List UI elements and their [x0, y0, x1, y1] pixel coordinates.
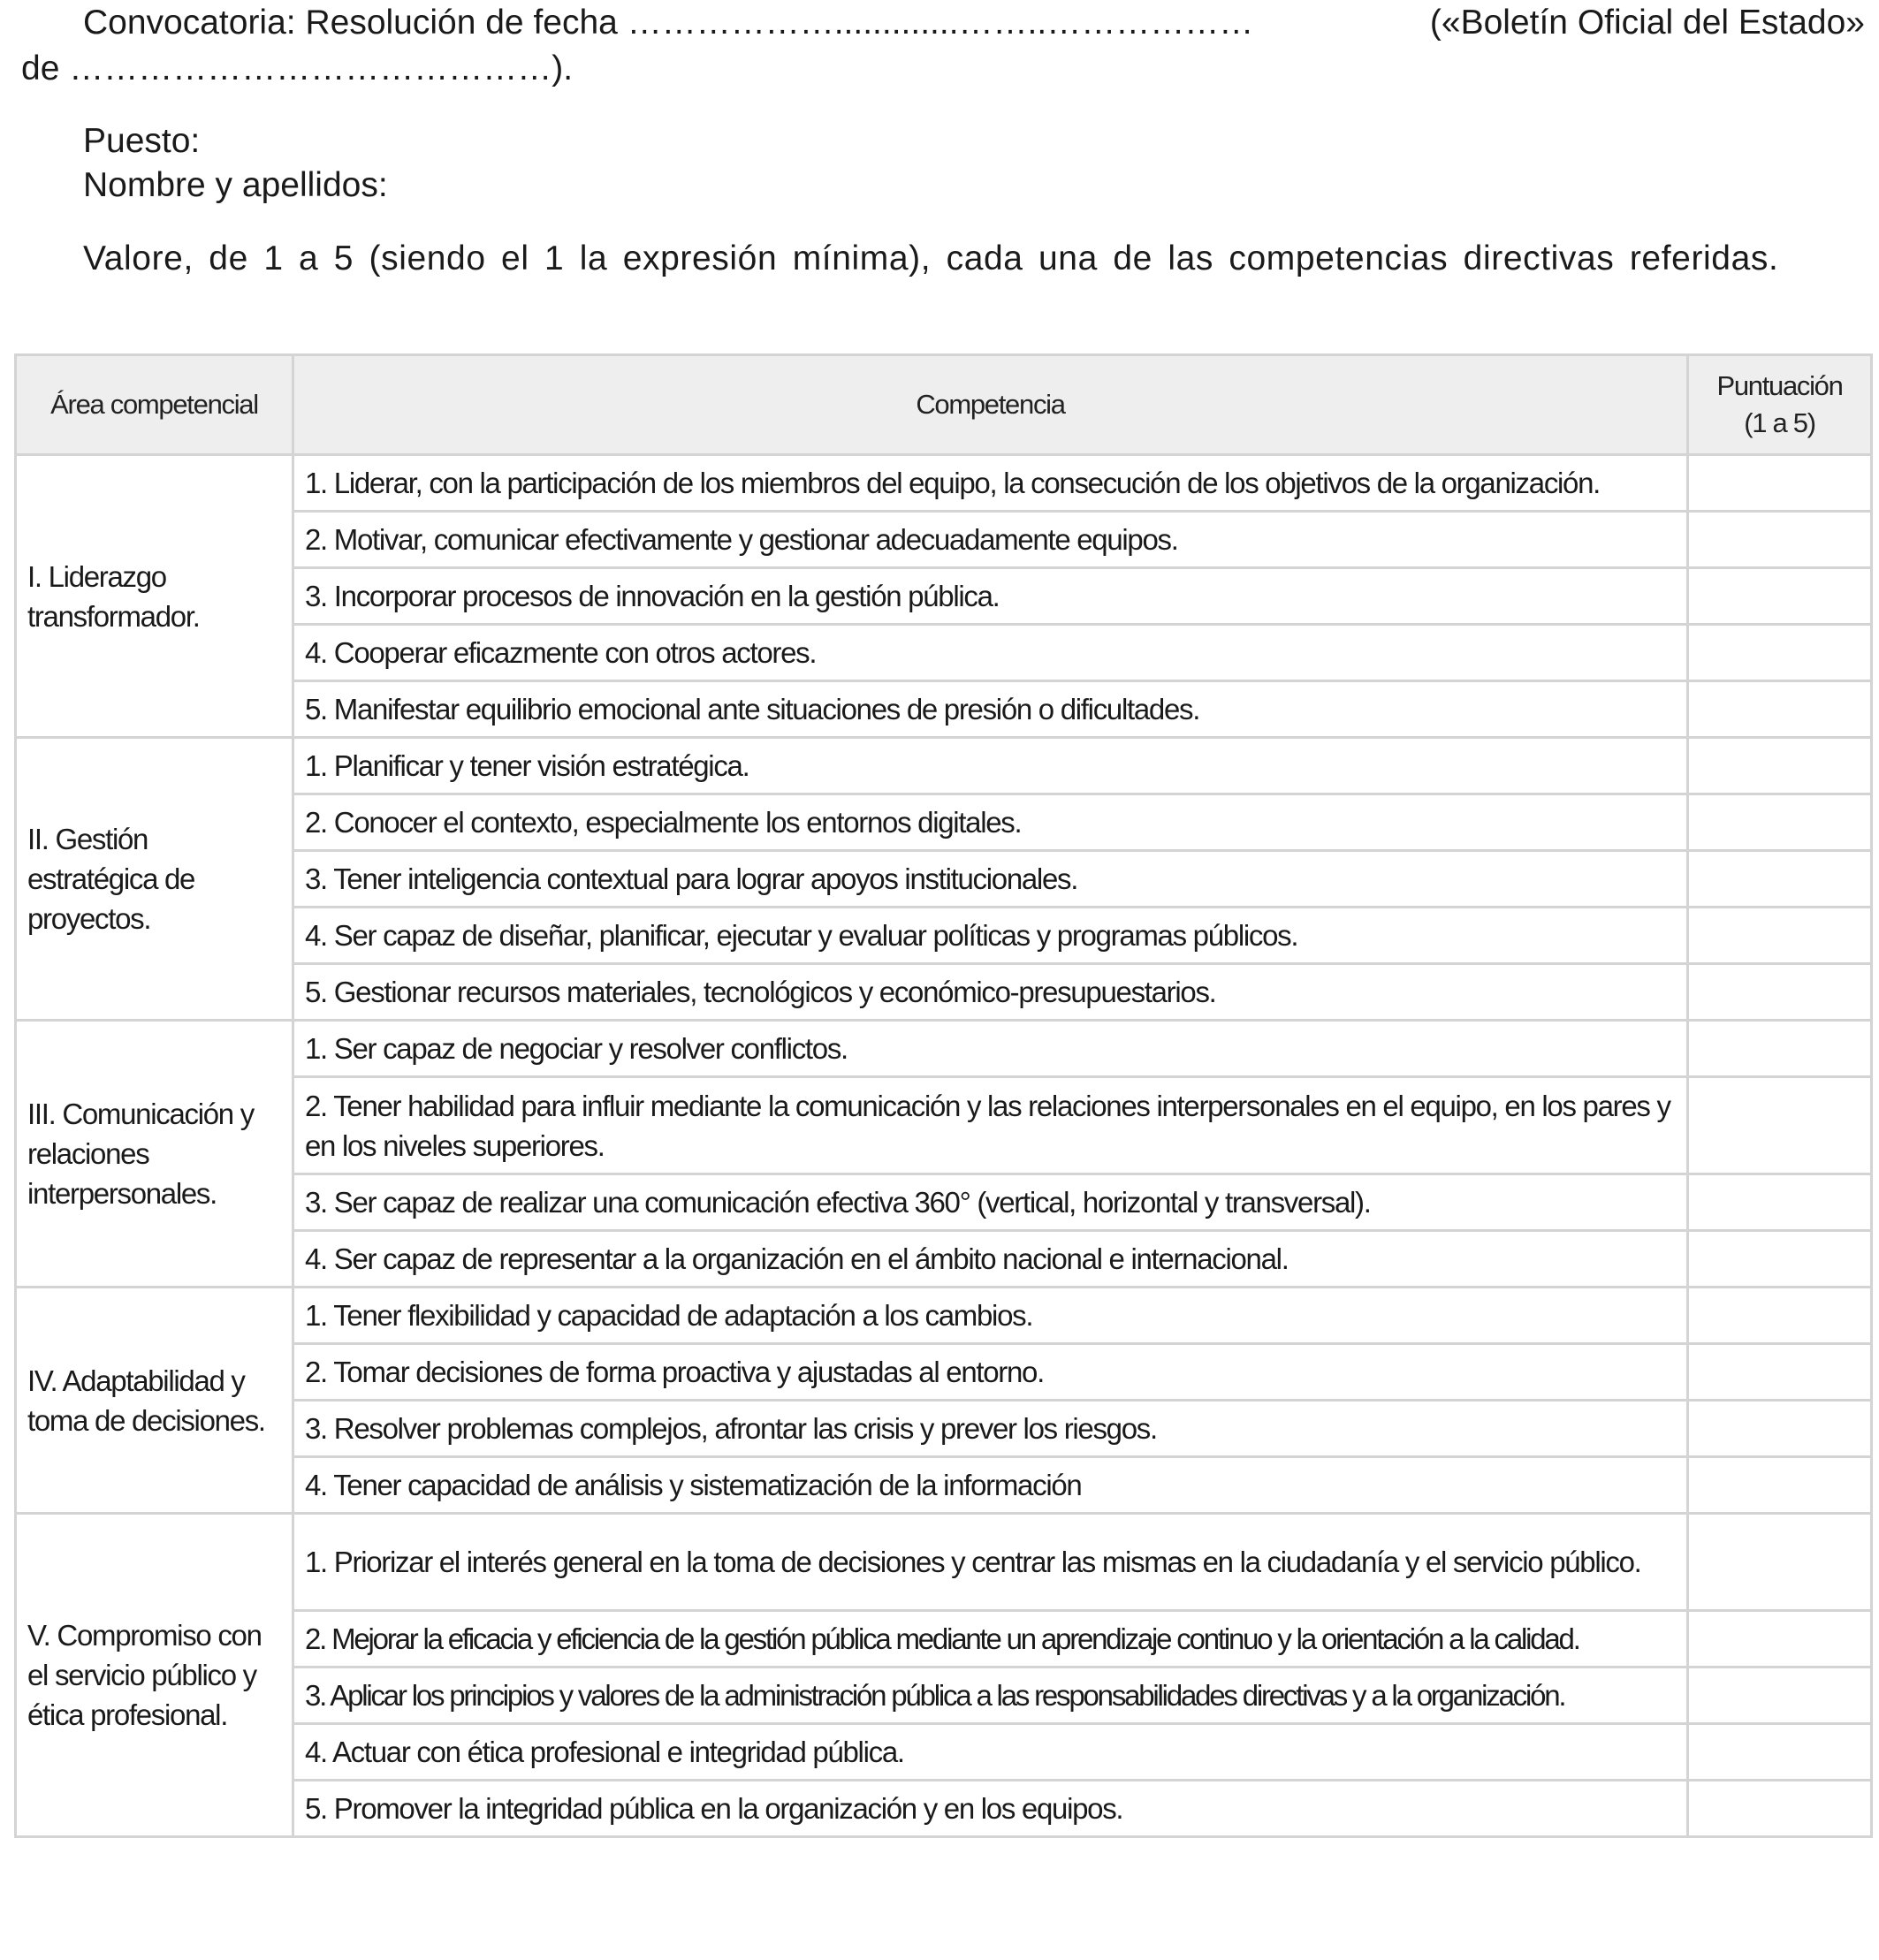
table-row	[16, 625, 1872, 681]
header-area: Área competencial	[16, 355, 293, 455]
competencia-cell: 1. Liderar, con la participación de los miembros del equipo, la consecución de los objetivos de la organización.	[293, 455, 1688, 512]
table-row	[16, 738, 1872, 794]
score-input-cell[interactable]	[1688, 1231, 1872, 1288]
table-row	[16, 1344, 1872, 1401]
competencia-cell: 3. Aplicar los principios y valores de la administración pública a las responsabilidades directivas y a la organización.	[293, 1668, 1688, 1724]
table-row	[16, 794, 1872, 851]
score-input-cell[interactable]	[1688, 568, 1872, 625]
table-row	[16, 455, 1872, 512]
competencia-cell: 4. Ser capaz de diseñar, planificar, ejecutar y evaluar políticas y programas públicos.	[293, 908, 1688, 964]
competencia-cell: 5. Gestionar recursos materiales, tecnológicos y económico-presupuestarios.	[293, 964, 1688, 1021]
competencia-cell: 5. Manifestar equilibrio emocional ante situaciones de presión o dificultades.	[293, 681, 1688, 738]
score-input-cell[interactable]	[1688, 681, 1872, 738]
table-row	[16, 1401, 1872, 1457]
table-row	[16, 1457, 1872, 1514]
score-input-cell[interactable]	[1688, 512, 1872, 568]
competencia-cell: 2. Motivar, comunicar efectivamente y gestionar adecuadamente equipos.	[293, 512, 1688, 568]
area-cell-i: I. Liderazgo transformador.	[16, 455, 293, 738]
score-input-cell[interactable]	[1688, 455, 1872, 512]
score-input-cell[interactable]	[1688, 964, 1872, 1021]
area-cell-iii: III. Comunicación y relaciones interpersonales.	[16, 1021, 293, 1288]
header-puntuacion-line1: Puntuación	[1716, 370, 1843, 401]
competencia-cell: 4. Actuar con ética profesional e integridad pública.	[293, 1724, 1688, 1781]
competencia-cell: 1. Ser capaz de negociar y resolver conflictos.	[293, 1021, 1688, 1077]
header-competencia: Competencia	[293, 355, 1688, 455]
score-input-cell[interactable]	[1688, 1611, 1872, 1668]
table-row	[16, 1174, 1872, 1231]
area-cell-ii: II. Gestión estratégica de proyectos.	[16, 738, 293, 1021]
table-row	[16, 1231, 1872, 1288]
table-row	[16, 1724, 1872, 1781]
score-input-cell[interactable]	[1688, 908, 1872, 964]
score-input-cell[interactable]	[1688, 794, 1872, 851]
score-input-cell[interactable]	[1688, 1457, 1872, 1514]
table-row	[16, 1288, 1872, 1344]
table-row	[16, 908, 1872, 964]
competencia-cell: 2. Mejorar la eficacia y eficiencia de la gestión pública mediante un aprendizaje continuo y la orientación a la calidad.	[293, 1611, 1688, 1668]
instruction-text: Valore, de 1 a 5 (siendo el 1 la expresión mínima), cada una de las competencias directivas referidas.	[83, 239, 1779, 277]
competencia-cell: 2. Tomar decisiones de forma proactiva y ajustadas al entorno.	[293, 1344, 1688, 1401]
competencia-cell: 2. Conocer el contexto, especialmente los entornos digitales.	[293, 794, 1688, 851]
boe-text: («Boletín Oficial del Estado»	[1429, 4, 1865, 42]
score-input-cell[interactable]	[1688, 1514, 1872, 1611]
table-row	[16, 1077, 1872, 1174]
header-puntuacion	[1688, 355, 1872, 455]
competencia-cell: 3. Ser capaz de realizar una comunicación efectiva 360° (vertical, horizontal y transversal).	[293, 1174, 1688, 1231]
competencia-cell: 4. Cooperar eficazmente con otros actores.	[293, 625, 1688, 681]
puesto-label: Puesto:	[83, 122, 201, 160]
score-input-cell[interactable]	[1688, 1668, 1872, 1724]
competencia-cell: 3. Resolver problemas complejos, afrontar las crisis y prever los riesgos.	[293, 1401, 1688, 1457]
table-row	[16, 512, 1872, 568]
competencia-cell: 5. Promover la integridad pública en la organización y en los equipos.	[293, 1781, 1688, 1837]
table-row	[16, 851, 1872, 908]
competencia-cell: 4. Tener capacidad de análisis y sistematización de la información	[293, 1457, 1688, 1514]
score-input-cell[interactable]	[1688, 1077, 1872, 1174]
convocatoria-line	[83, 0, 1865, 46]
score-input-cell[interactable]	[1688, 1781, 1872, 1837]
convocatoria-de: de ……………………………………).	[21, 49, 574, 87]
header-puntuacion-line2: (1 a 5)	[1744, 407, 1815, 438]
convocatoria-text: Convocatoria: Resolución de fecha ……………….............……..………………	[83, 4, 1254, 42]
score-input-cell[interactable]	[1688, 1021, 1872, 1077]
score-input-cell[interactable]	[1688, 1344, 1872, 1401]
score-input-cell[interactable]	[1688, 1724, 1872, 1781]
score-input-cell[interactable]	[1688, 851, 1872, 908]
competencia-cell: 1. Priorizar el interés general en la toma de decisiones y centrar las mismas en la ciudadanía y el servicio público.	[293, 1514, 1688, 1611]
competency-table	[14, 353, 1873, 1838]
competencia-cell: 1. Tener flexibilidad y capacidad de adaptación a los cambios.	[293, 1288, 1688, 1344]
score-input-cell[interactable]	[1688, 1401, 1872, 1457]
score-input-cell[interactable]	[1688, 625, 1872, 681]
area-cell-iv: IV. Adaptabilidad y toma de decisiones.	[16, 1288, 293, 1514]
score-input-cell[interactable]	[1688, 1288, 1872, 1344]
table-row	[16, 681, 1872, 738]
competencia-cell: 3. Tener inteligencia contextual para lograr apoyos institucionales.	[293, 851, 1688, 908]
table-header-row	[16, 355, 1872, 455]
nombre-label: Nombre y apellidos:	[83, 166, 388, 204]
competencia-cell: 4. Ser capaz de representar a la organización en el ámbito nacional e internacional.	[293, 1231, 1688, 1288]
score-input-cell[interactable]	[1688, 738, 1872, 794]
table-row	[16, 568, 1872, 625]
table-row	[16, 1514, 1872, 1611]
area-cell-v: V. Compromiso con el servicio público y ética profesional.	[16, 1514, 293, 1837]
competencia-cell: 3. Incorporar procesos de innovación en la gestión pública.	[293, 568, 1688, 625]
score-input-cell[interactable]	[1688, 1174, 1872, 1231]
table-row	[16, 964, 1872, 1021]
table-row	[16, 1781, 1872, 1837]
competencia-cell: 2. Tener habilidad para influir mediante la comunicación y las relaciones interpersonales en el equipo, en los pares y en los niveles superiores.	[293, 1077, 1688, 1174]
table-row	[16, 1021, 1872, 1077]
table-row	[16, 1668, 1872, 1724]
competencia-cell: 1. Planificar y tener visión estratégica.	[293, 738, 1688, 794]
table-row	[16, 1611, 1872, 1668]
